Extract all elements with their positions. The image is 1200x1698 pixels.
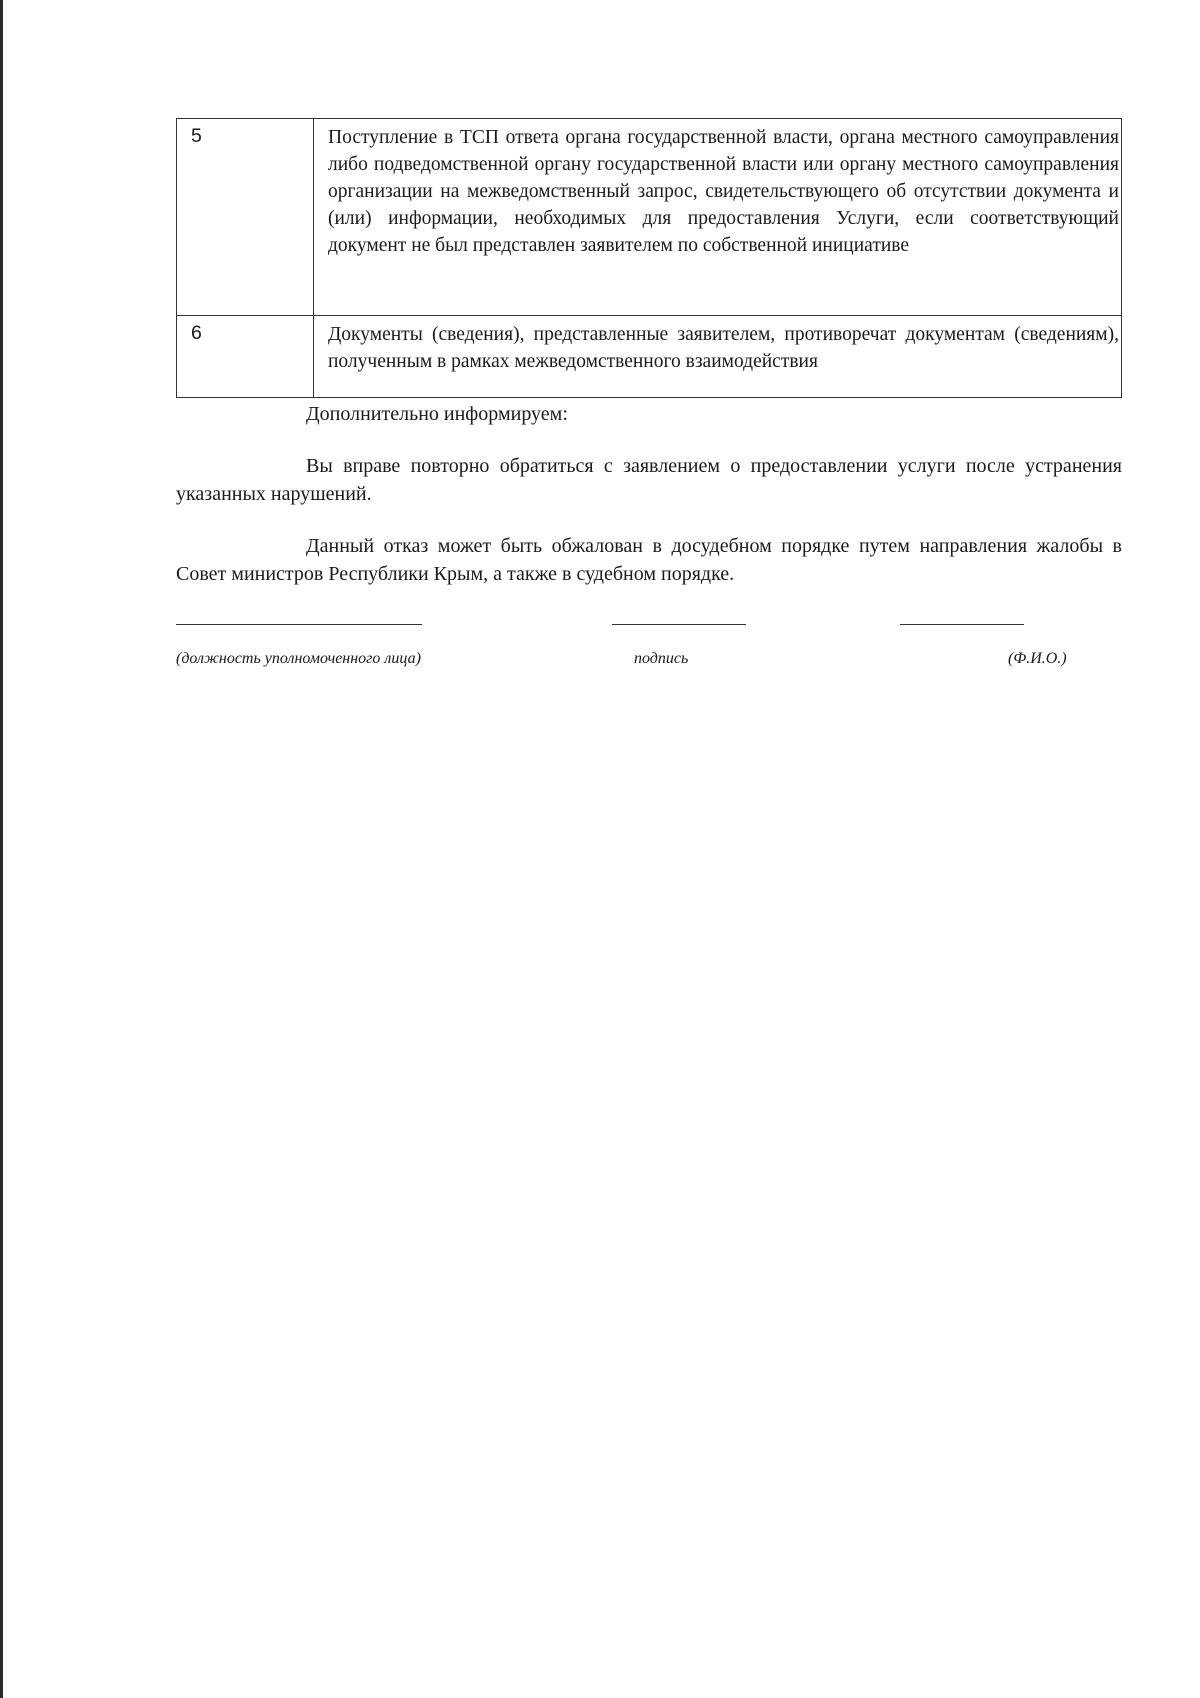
row-text: Поступление в ТСП ответа органа государственной власти, органа местного самоуправления либо подведомственной органу государственной власти или органу местного самоуправления организации на межведомственный запрос, свидетельствующего об отсутствии документа и (или) информации, необходимых для предоставления Услуги, если соответствующий документ не был представлен заявителем по собственной инициативе (314, 119, 1122, 316)
document-page (176, 118, 1122, 694)
additional-info-heading: Дополнительно информируем: (306, 403, 568, 425)
row-number: 5 (177, 119, 314, 316)
name-signature-line (900, 624, 1024, 625)
signature-line (612, 624, 746, 625)
position-caption: (должность уполномоченного лица) (176, 650, 421, 667)
signature-block (176, 624, 1122, 694)
reapply-paragraph: Вы вправе повторно обратиться с заявлением о предоставлении услуги после устранения указанных нарушений. (176, 455, 1122, 505)
table-row (177, 316, 1122, 398)
position-signature-line (176, 624, 422, 625)
scan-edge (0, 0, 3, 1698)
row-text: Документы (сведения), представленные заявителем, противоречат документам (сведениям), полученным в рамках межведомственного взаимодействия (314, 316, 1122, 398)
name-caption: (Ф.И.О.) (1008, 650, 1067, 667)
reasons-table (176, 118, 1122, 398)
signature-caption: подпись (634, 650, 689, 667)
row-number: 6 (177, 316, 314, 398)
appeal-paragraph: Данный отказ может быть обжалован в досудебном порядке путем направления жалобы в Совет министров Республики Крым, а также в судебном порядке. (176, 535, 1122, 585)
table-row (177, 119, 1122, 316)
